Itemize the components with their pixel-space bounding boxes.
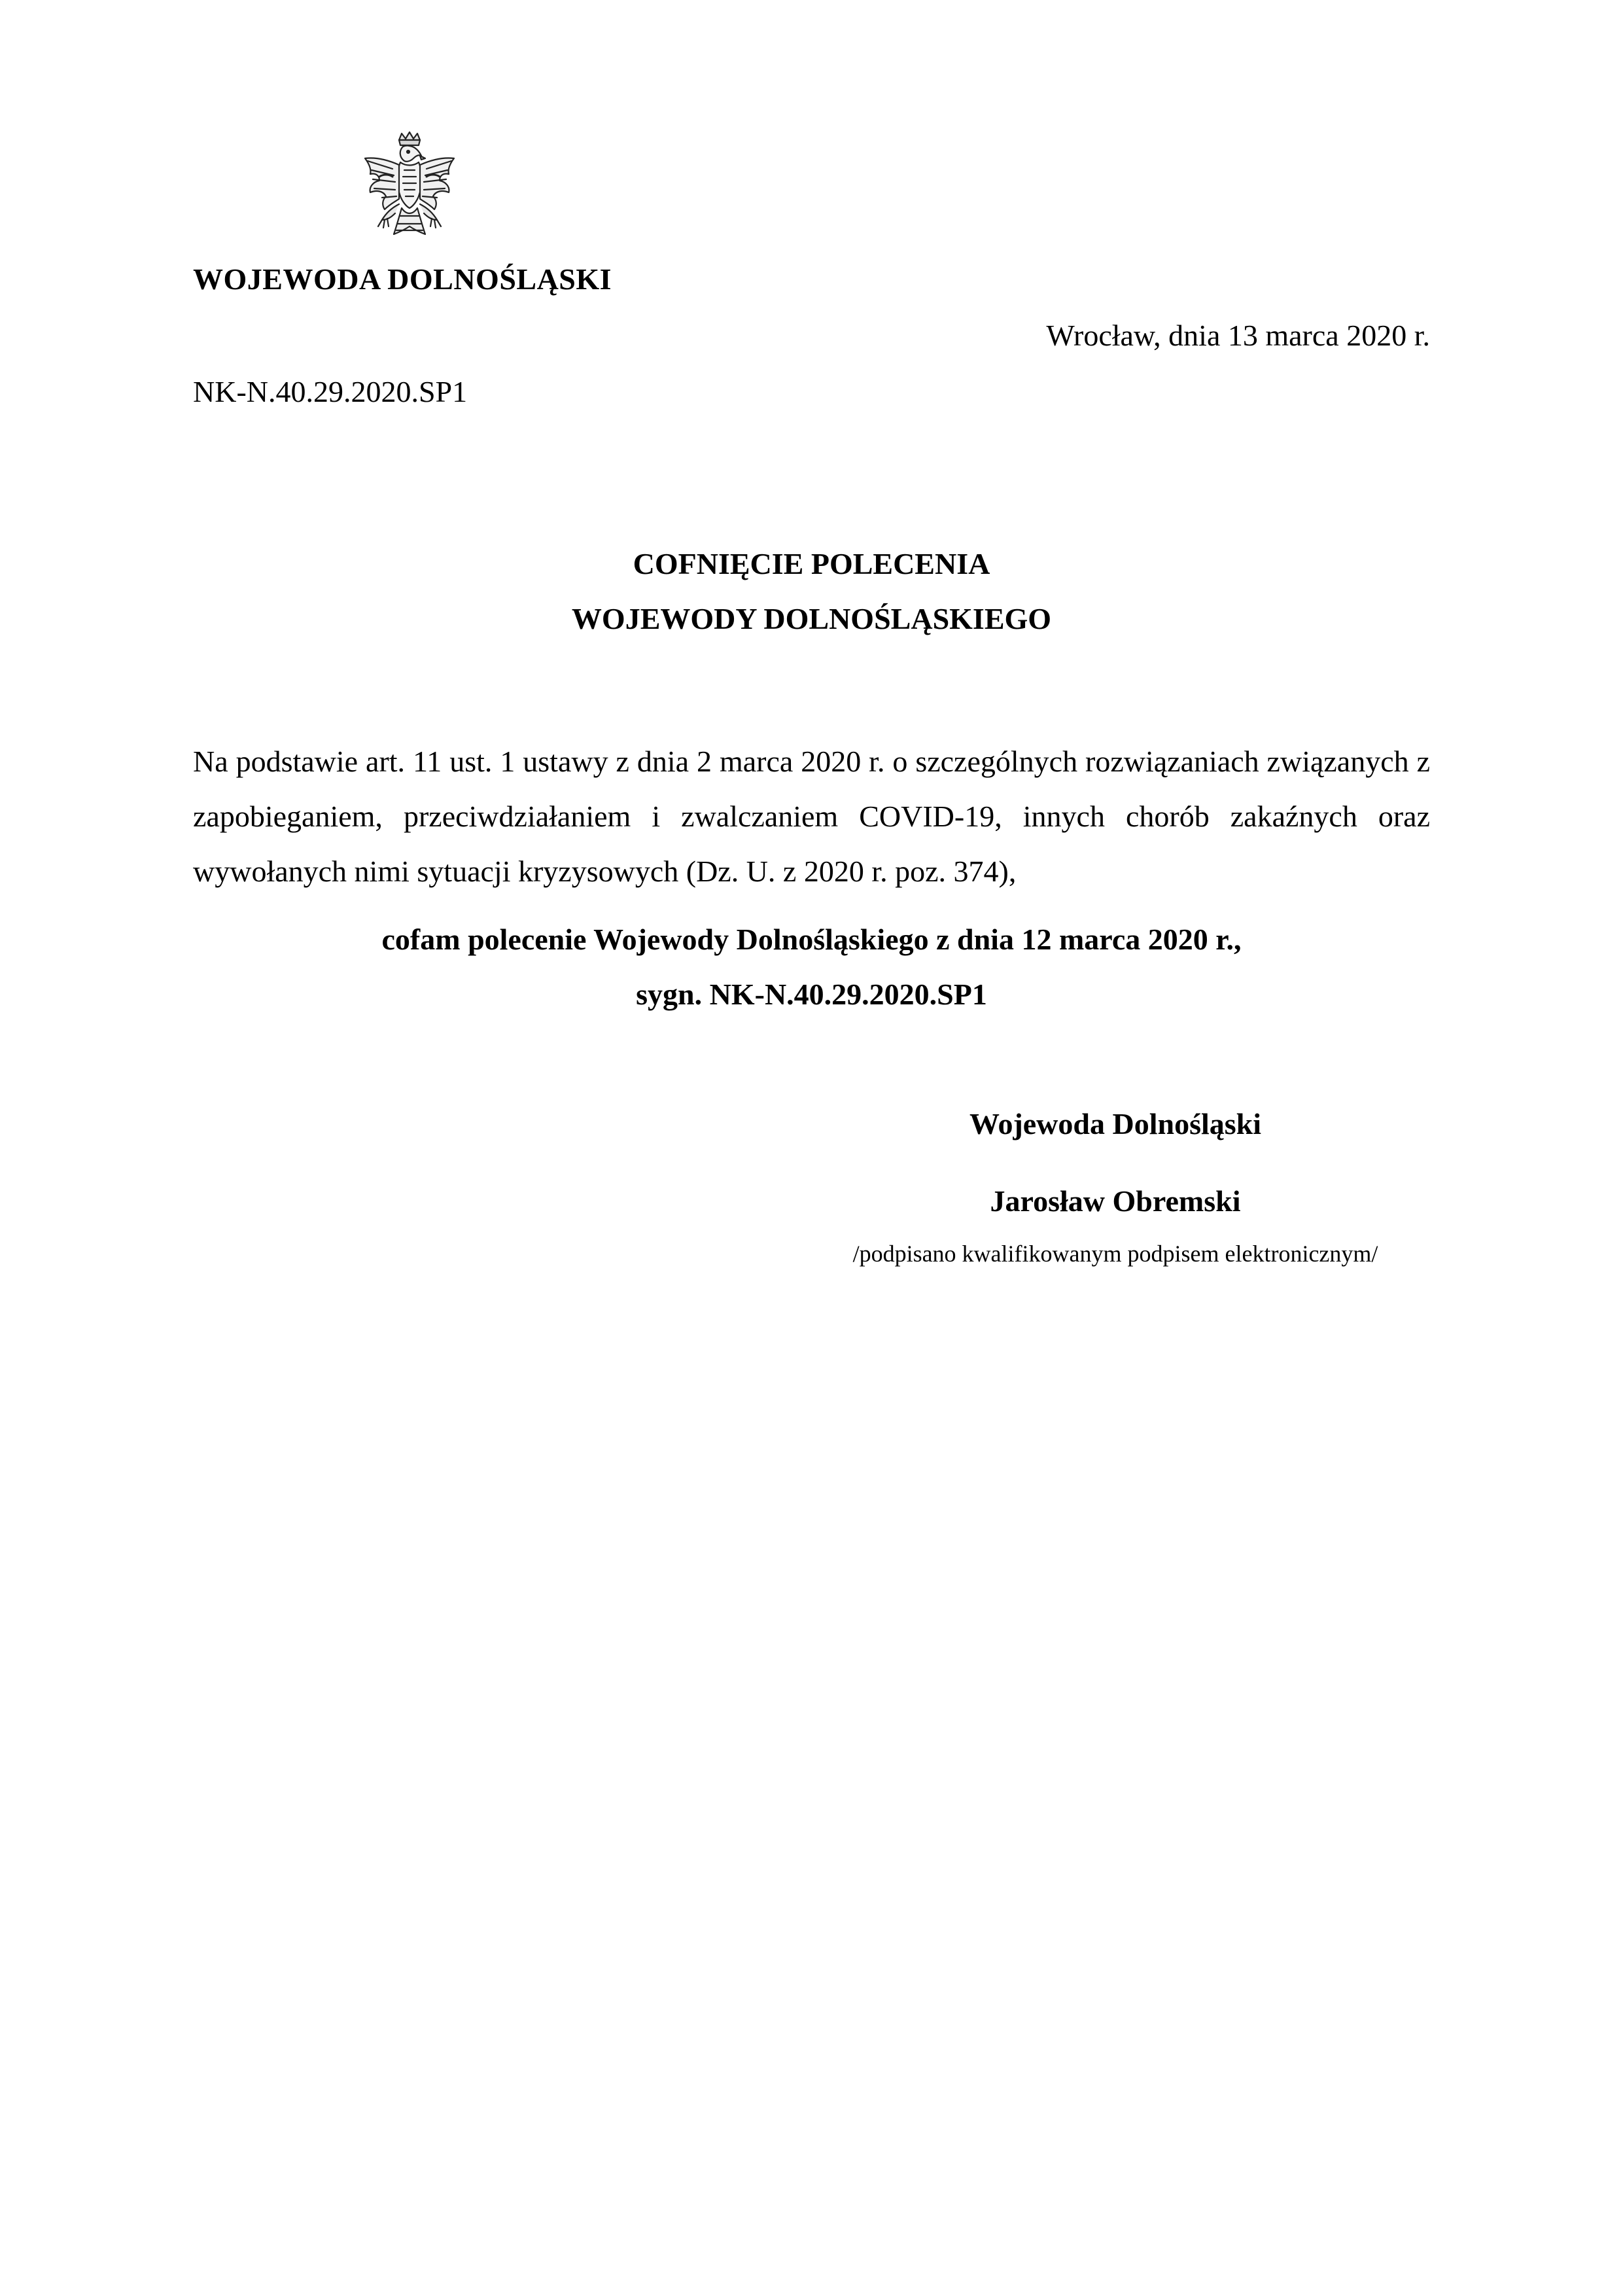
legal-basis-paragraph: Na podstawie art. 11 ust. 1 ustawy z dnia 2 marca 2020 r. o szczególnych rozwiązaniach związanych z zapobieganiem, przeciwdziałaniem i zwalczaniem COVID-19, innych chorób zakaźnych oraz wywołanych nimi sytuacji kryzysowych (Dz. U. z 2020 r. poz. 374), — [193, 745, 1430, 888]
document-title-line-1: COFNIĘCIE POLECENIA — [633, 547, 990, 580]
signatory-title: Wojewoda Dolnośląski — [969, 1107, 1262, 1140]
issuing-authority: WOJEWODA DOLNOŚLĄSKI — [193, 262, 612, 296]
signatory-name: Jarosław Obremski — [990, 1184, 1241, 1218]
polish-white-eagle-emblem-icon — [353, 131, 466, 254]
decision-statement — [193, 912, 1430, 1022]
decision-line-1: cofam polecenie Wojewody Dolnośląskiego z dnia 12 marca 2020 r., — [381, 923, 1242, 956]
reference-number: NK-N.40.29.2020.SP1 — [193, 375, 468, 408]
electronic-signature-note: /podpisano kwalifikowanym podpisem elektronicznym/ — [852, 1241, 1378, 1267]
place-and-date: Wrocław, dnia 13 marca 2020 r. — [1046, 319, 1430, 352]
document-title — [193, 537, 1430, 646]
signature-block — [837, 1106, 1393, 1268]
decision-line-2: sygn. NK-N.40.29.2020.SP1 — [636, 978, 987, 1011]
document-title-line-2: WOJEWODY DOLNOŚLĄSKIEGO — [571, 602, 1052, 635]
